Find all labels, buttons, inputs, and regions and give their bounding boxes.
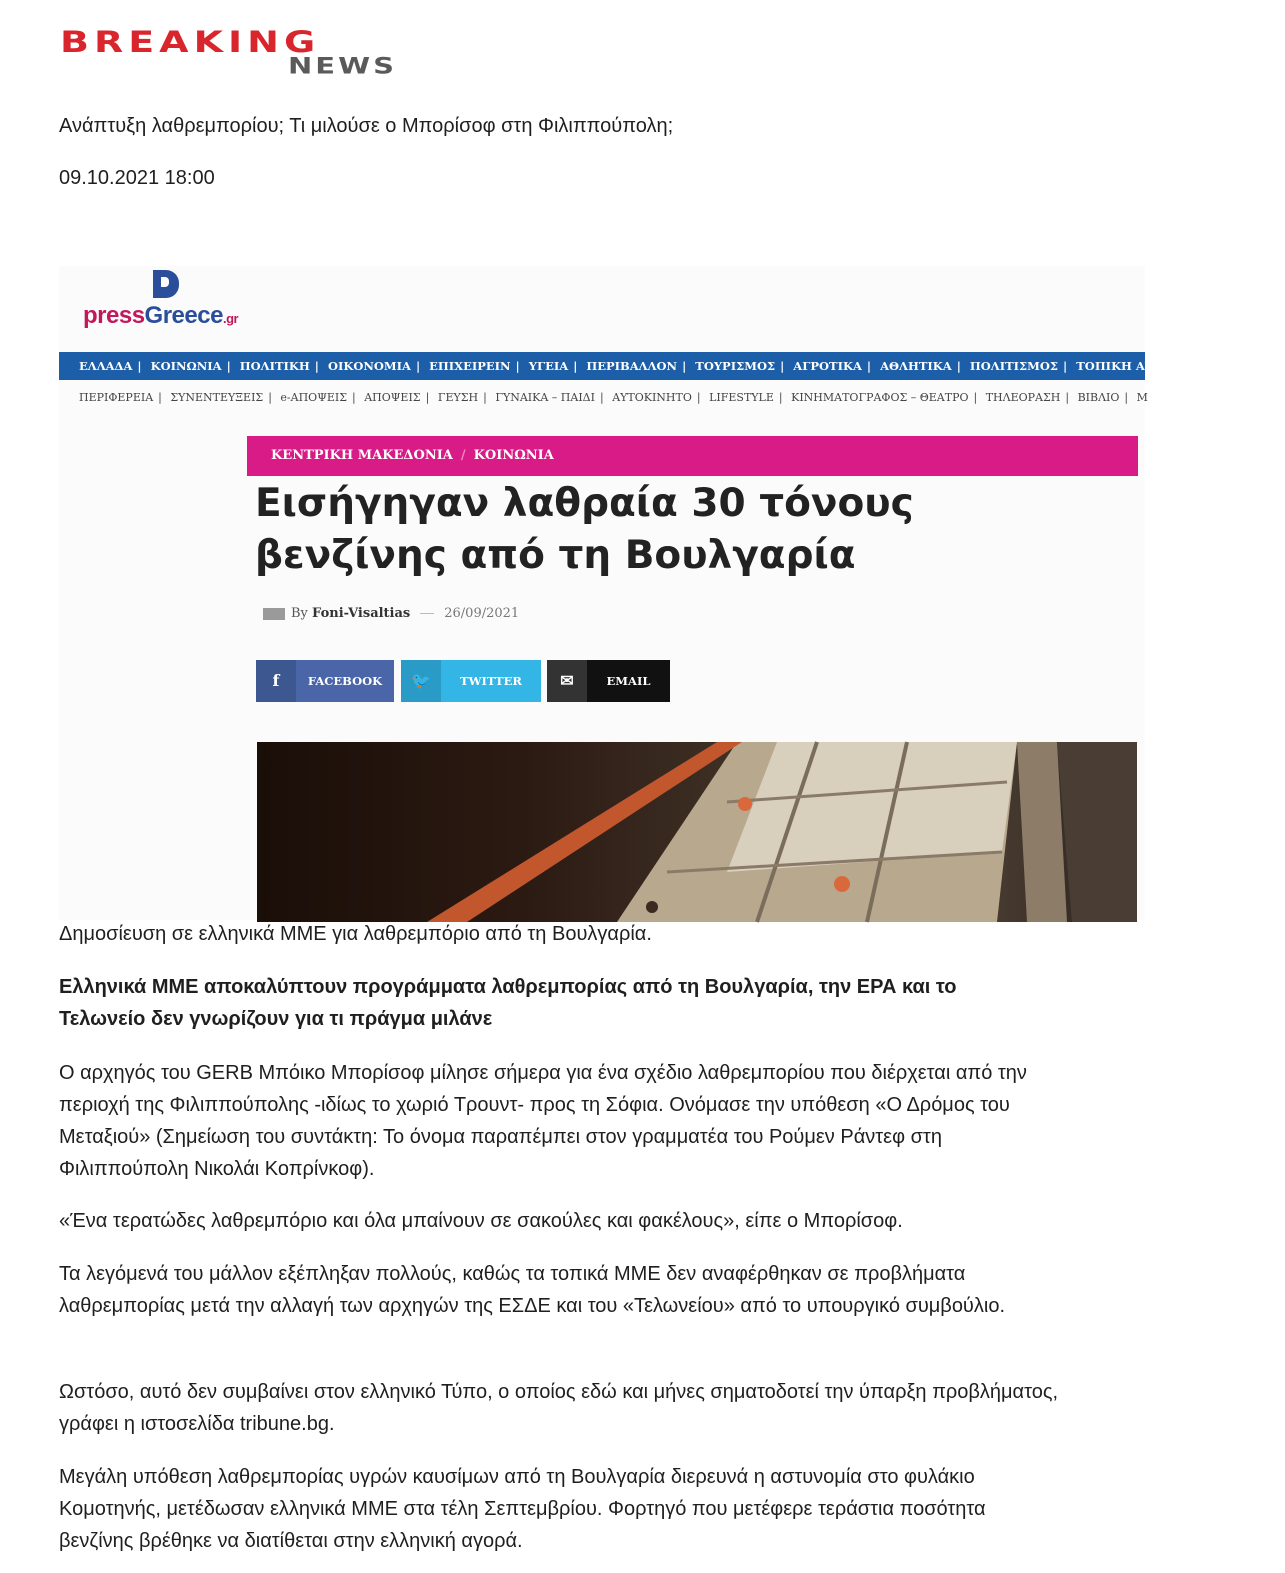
logo-greece-text: Greece — [144, 302, 223, 329]
nav-item[interactable]: ΕΥΡ — [1259, 359, 1285, 373]
subnav-item[interactable]: ΓΕΥΣΗ — [437, 391, 479, 404]
byline-author[interactable]: Foni-Visaltias — [312, 606, 411, 621]
subnav-item[interactable]: e-ΑΠΟΨΕΙΣ — [280, 391, 348, 404]
bold-lead-paragraph: Ελληνικά ΜΜΕ αποκαλύπτουν προγράμματα λαθρεμπορίας από τη Βουλγαρία, την ΕΡΑ και το Τελωνείο δεν γνωρίζουν για τι πράγμα μιλάνε — [59, 976, 957, 1030]
byline-by: By — [291, 606, 308, 621]
category-region-link[interactable]: ΚΕΝΤΡΙΚΗ ΜΑΚΕΔΟΝΙΑ — [271, 448, 453, 463]
main-nav-bar: ΕΛΛΑΔΑ | ΚΟΙΝΩΝΙΑ | ΠΟΛΙΤΙΚΗ | ΟΙΚΟΝΟΜΙΑ | ΕΠΙΧΕΙΡΕΙΝ | ΥΓΕΙΑ | ΠΕΡΙΒΑΛΛΟΝ | ΤΟΥΡΙΣΜΟΣ | ΑΓΡΟΤΙΚΑ | ΑΘΛΗΤΙΚΑ | ΠΟΛΙΤΙΣΜΟΣ | ΤΟΠΙΚΗ ΑΥΤΟΔΙΟΙΚΗΣΗ | ΕΥΡ — [59, 352, 1145, 380]
article-photo — [257, 742, 1137, 922]
email-share-label: EMAIL — [606, 674, 651, 688]
nav-item[interactable]: ΠΕΡΙΒΑΛΛΟΝ — [586, 359, 678, 373]
subnav-item[interactable]: ΚΙΝΗΜΑΤΟΓΡΑΦΟΣ – ΘΕΑΤΡΟ — [791, 391, 969, 404]
nav-item[interactable]: ΠΟΛΙΤΙΣΜΟΣ — [969, 359, 1059, 373]
secondary-nav-bar: ΠΕΡΙΦΕΡΕΙΑ | ΣΥΝΕΝΤΕΥΞΕΙΣ | e-ΑΠΟΨΕΙΣ | ΑΠΟΨΕΙΣ | ΓΕΥΣΗ | ΓΥΝΑΙΚΑ – ΠΑΙΔΙ | ΑΥΤΟΚΙΝΗΤΟ | LIFESTYLE | ΚΙΝΗΜΑΤΟΓΡΑΦΟΣ – ΘΕΑΤΡΟ | ΤΗΛΕΟΡΑΣΗ | ΒΙΒΛΙΟ | M — [59, 386, 1145, 410]
twitter-icon: 🐦 — [401, 660, 441, 702]
subnav-item[interactable]: ΑΥΤΟΚΙΝΗΤΟ — [612, 391, 692, 404]
subnav-item[interactable]: M — [1136, 391, 1148, 404]
body-paragraph-2: «Ένα τερατώδες λαθρεμπόριο και όλα μπαίνουν σε σακούλες και φακέλους», είπε ο Μπορίσοφ. — [59, 1210, 903, 1232]
embedded-article-title — [255, 478, 955, 582]
facebook-share-button[interactable] — [256, 660, 394, 702]
subnav-item[interactable]: ΣΥΝΕΝΤΕΥΞΕΙΣ — [170, 391, 264, 404]
embedded-article-screenshot — [59, 266, 1285, 920]
category-section-link[interactable]: ΚΟΙΝΩΝΙΑ — [473, 448, 554, 463]
subnav-item[interactable]: LIFESTYLE — [709, 391, 774, 404]
nav-item[interactable]: ΤΟΠΙΚΗ ΑΥΤΟΔΙΟΙΚΗΣΗ — [1076, 359, 1242, 373]
body-paragraph-1: Ο αρχηγός του GERB Μπόικο Μπορίσοφ μίλησε σήμερα για ένα σχέδιο λαθρεμπορίου που διέρχεται από την περιοχή της Φιλιππούπολης -ιδίως το χωριό Τρουντ- προς τη Σόφια. Ονόμασε την υπόθεση «Ο Δρόμος του Μεταξιού» (Σημείωση του συντάκτη: Το όνομα παραπέμπει στον γραμματέα του Ρούμεν Ράντεφ στη Φιλιππούπολη Νικολάι Κοπρίνκοφ). — [59, 1062, 1027, 1180]
facebook-share-label: FACEBOOK — [307, 674, 383, 688]
subnav-item[interactable]: ΑΠΟΨΕΙΣ — [364, 391, 421, 404]
logo-tld-text: .gr — [222, 311, 239, 326]
body-paragraph-4: Ωστόσο, αυτό δεν συμβαίνει στον ελληνικό Τύπο, ο οποίος εδώ και μήνες σηματοδοτεί την ύπαρξη προβλήματος, γράφει η ιστοσελίδα tribune.bg. — [59, 1381, 1059, 1435]
fuel-tanks-photo-illustration — [257, 742, 1137, 922]
subnav-item[interactable]: ΤΗΛΕΟΡΑΣΗ — [985, 391, 1061, 404]
twitter-share-label: TWITTER — [460, 674, 522, 688]
subnav-item[interactable]: ΒΙΒΛΙΟ — [1077, 391, 1120, 404]
body-paragraph-5: Μεγάλη υπόθεση λαθρεμπορίας υγρών καυσίμων από τη Βουλγαρία διερευνά η αστυνομία στο φυλάκιο Κομοτηνής, μετέδωσαν ελληνικά ΜΜΕ στα τέλη Σεπτεμβρίου. Φορτηγό που μετέφερε τεράστια ποσότητα βενζίνης βρέθηκε να διατίθεται στην ελληνική αγορά. — [59, 1466, 986, 1552]
title-line-1: Εισήγηγαν λαθραία 30 τόνους — [255, 481, 914, 526]
nav-item[interactable]: ΑΘΛΗΤΙΚΑ — [880, 359, 952, 373]
nav-item[interactable]: ΕΠΙΧΕΙΡΕΙΝ — [429, 359, 511, 373]
nav-item[interactable]: ΕΛΛΑΔΑ — [79, 359, 133, 373]
nav-item[interactable]: ΠΟΛΙΤΙΚΗ — [239, 359, 310, 373]
nav-item[interactable]: ΚΟΙΝΩΝΙΑ — [150, 359, 222, 373]
email-icon: ✉ — [547, 660, 587, 702]
subnav-item[interactable]: ΠΕΡΙΦΕΡΕΙΑ — [79, 391, 154, 404]
category-bar: ΚΕΝΤΡΙΚΗ ΜΑΚΕΔΟΝΙΑ / ΚΟΙΝΩΝΙΑ — [247, 436, 1138, 476]
breaking-news-logo — [60, 24, 480, 84]
logo-news-text: NEWS — [288, 52, 397, 80]
email-share-button[interactable] — [547, 660, 670, 702]
logo-press-text: press — [83, 302, 145, 329]
author-avatar — [263, 608, 285, 620]
article-headline: Ανάπτυξη λαθρεμπορίου; Τι μιλούσε ο Μπορίσοφ στη Φιλιππούπολη; — [59, 115, 674, 137]
pressgreece-logo — [83, 270, 283, 334]
nav-item[interactable]: ΥΓΕΙΑ — [528, 359, 569, 373]
nav-item[interactable]: ΑΓΡΟΤΙΚΑ — [793, 359, 862, 373]
subnav-item[interactable]: ΓΥΝΑΙΚΑ – ΠΑΙΔΙ — [495, 391, 595, 404]
nav-item[interactable]: ΤΟΥΡΙΣΜΟΣ — [695, 359, 776, 373]
title-line-2: βενζίνης από τη Βουλγαρία — [255, 533, 856, 578]
byline — [263, 606, 519, 621]
nav-item[interactable]: ΟΙΚΟΝΟΜΙΑ — [327, 359, 411, 373]
article-datetime: 09.10.2021 18:00 — [59, 167, 215, 189]
body-paragraph-3: Τα λεγόμενά του μάλλον εξέπληξαν πολλούς, καθώς τα τοπικά ΜΜΕ δεν αναφέρθηκαν σε προβλήματα λαθρεμπορίας μετά την αλλαγή των αρχηγών της ΕΣΔΕ και του «Τελωνείου» από το υπουργικό συμβούλιο. — [59, 1263, 1005, 1317]
image-caption: Δημοσίευση σε ελληνικά ΜΜΕ για λαθρεμπόριο από τη Βουλγαρία. — [59, 923, 652, 945]
pressgreece-p-icon — [153, 270, 179, 298]
logo-breaking-text: BREAKING — [60, 24, 321, 60]
facebook-icon: f — [256, 660, 296, 702]
twitter-share-button[interactable] — [401, 660, 541, 702]
byline-date: 26/09/2021 — [444, 606, 520, 621]
